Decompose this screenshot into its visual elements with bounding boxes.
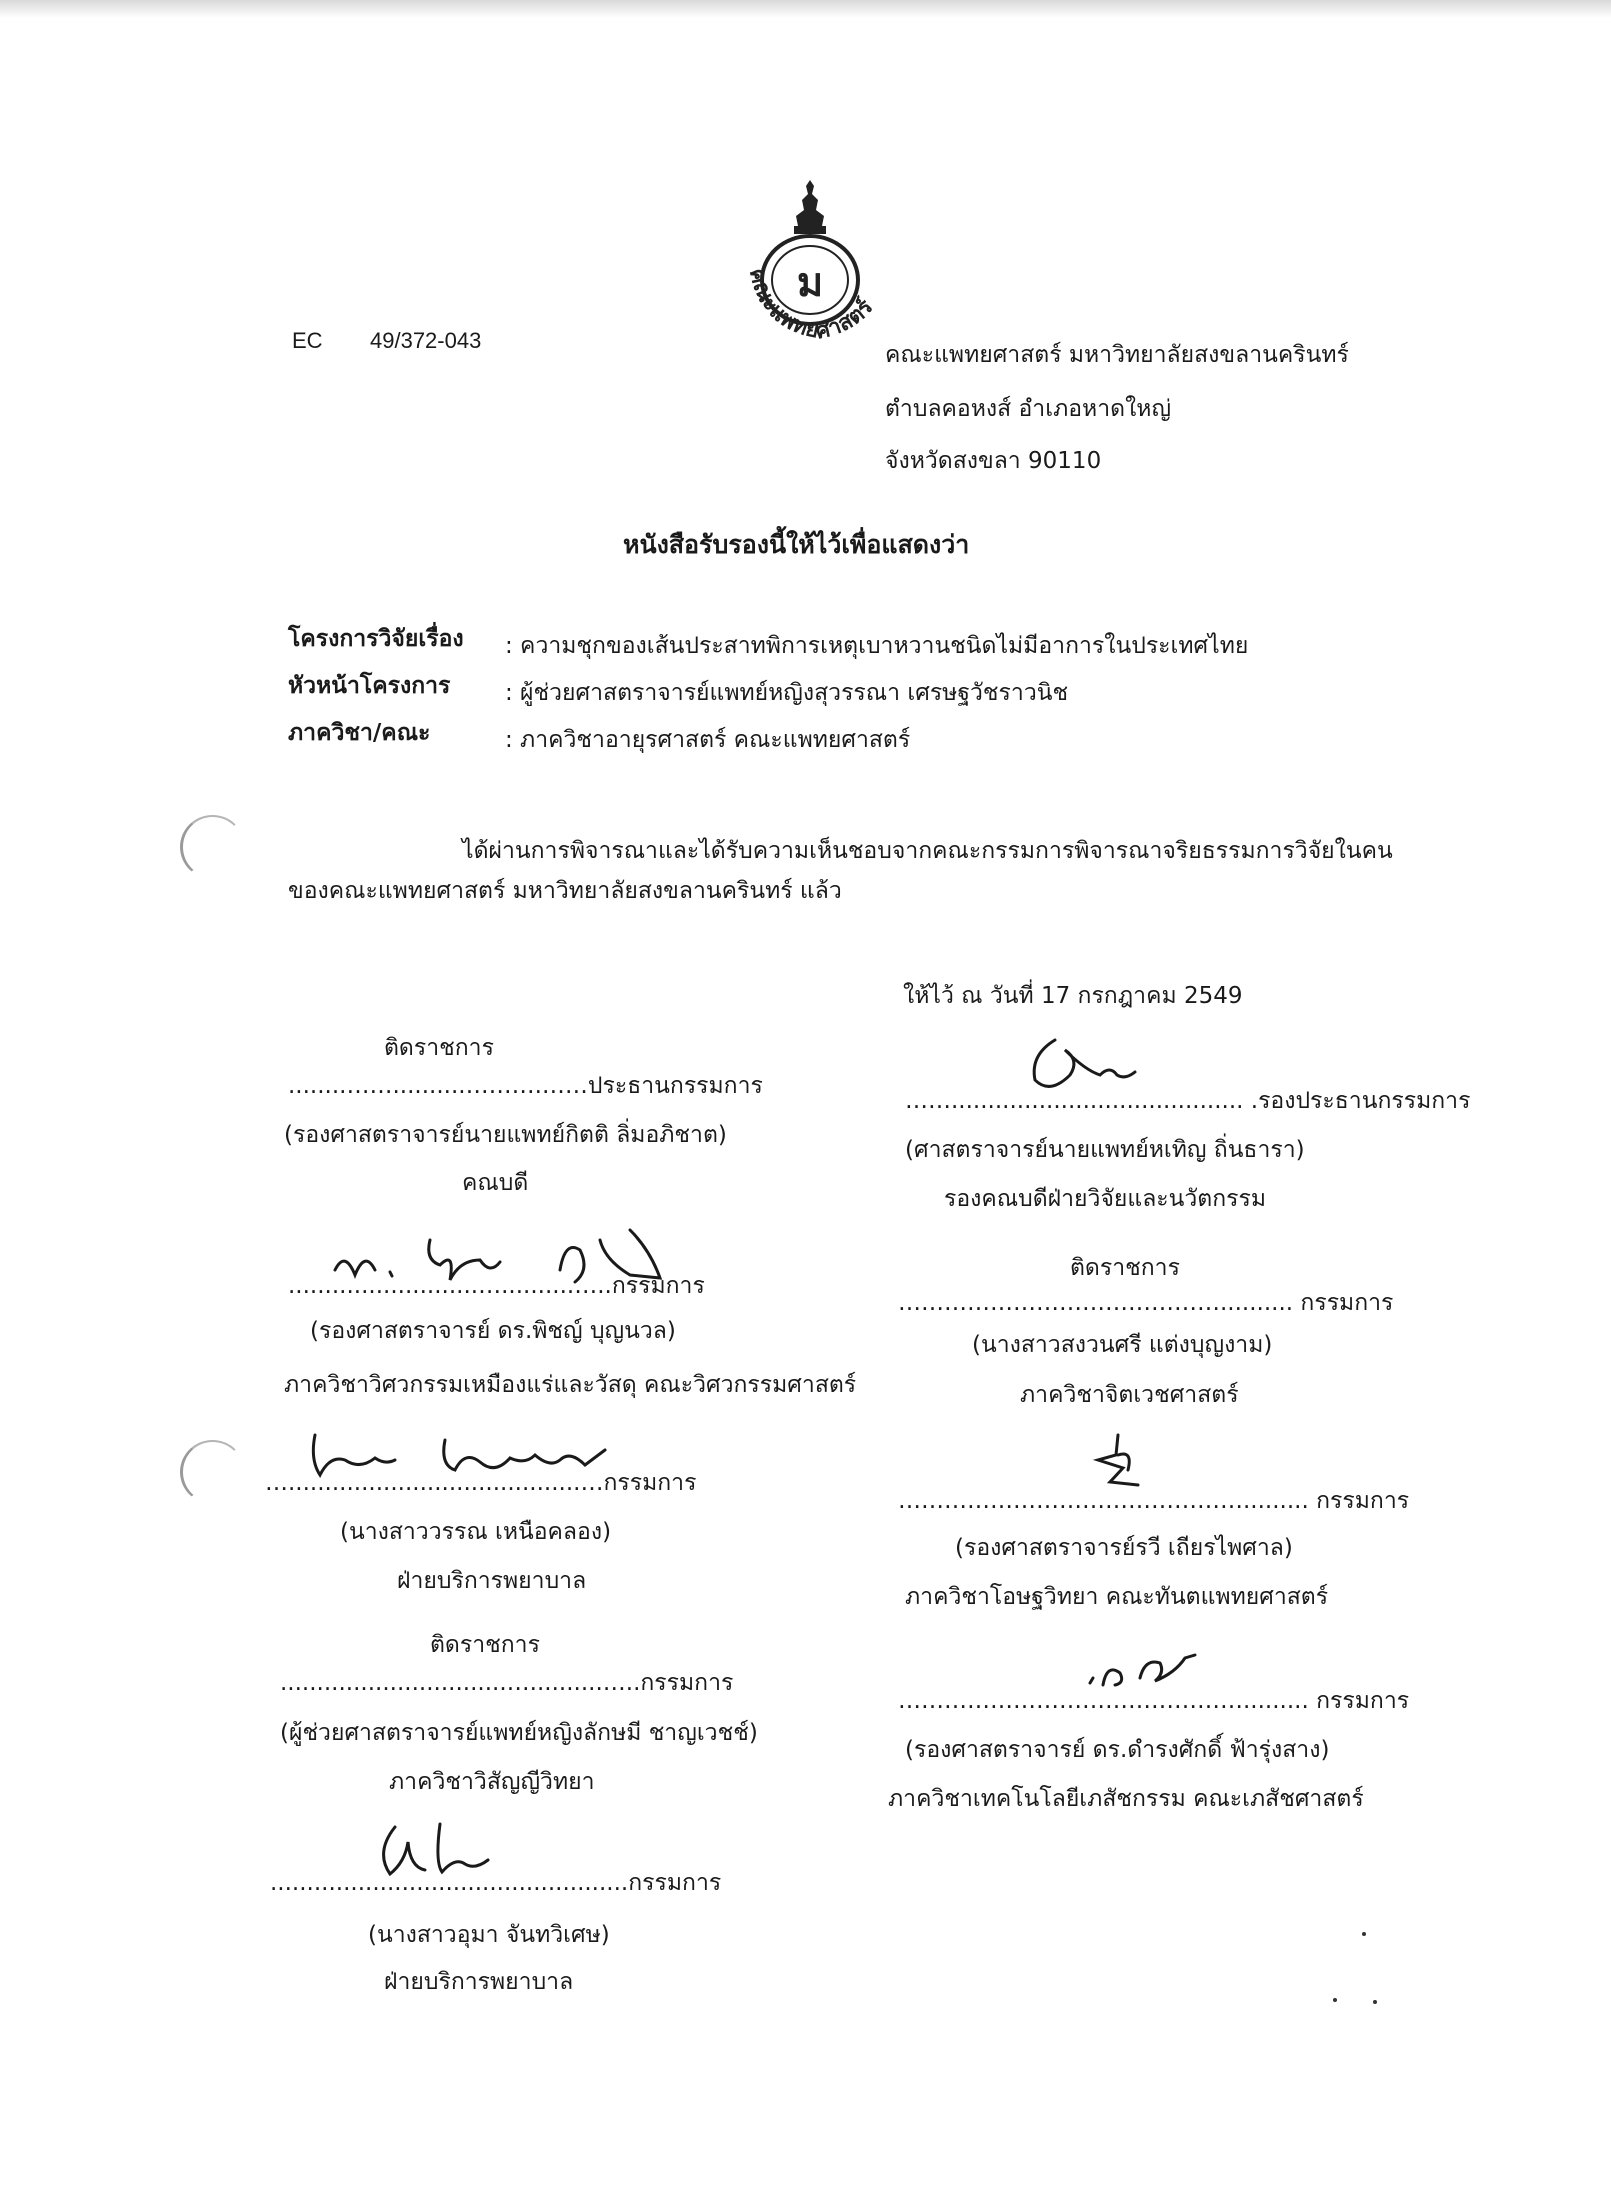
- scan-speck: [1333, 1998, 1337, 2002]
- right-sig-3-name: (รองศาสตราจารย์รวี เถียรไพศาล): [955, 1535, 1293, 1561]
- left-sig-2-name: (รองศาสตราจารย์ ดร.พิชญ์ บุญนวล): [310, 1318, 676, 1344]
- right-sig-4-position: ภาควิชาเทคโนโลยีเภสัชกรรม คณะเภสัชศาสตร์: [888, 1786, 1364, 1812]
- ref-label: EC: [292, 328, 323, 353]
- right-sig-1-position: รองคณบดีฝ่ายวิจัยและนวัตกรรม: [944, 1186, 1267, 1212]
- left-sig-4-note: ติดราชการ: [430, 1632, 540, 1658]
- left-sig-1-dots: ........……..........……….……ประธานกรรมการ: [288, 1073, 763, 1099]
- scan-edge-shadow: [0, 0, 1611, 18]
- field-label-department: ภาควิชา/คณะ: [288, 720, 431, 746]
- left-sig-4-position: ภาควิชาวิสัญญีวิทยา: [389, 1769, 595, 1795]
- left-sig-3-name: (นางสาววรรณ เหนือคลอง): [340, 1519, 612, 1545]
- right-sig-2-note: ติดราชการ: [1070, 1255, 1180, 1281]
- left-sig-5-dots: .................................................กรรมการ: [270, 1870, 722, 1896]
- right-sig-3-dots: ………………………………………......... กรรมการ: [898, 1488, 1410, 1514]
- left-sig-2-dots: ..........................…..........…..กรรมการ: [288, 1273, 705, 1299]
- right-sig-3-position: ภาควิชาโอษฐวิทยา คณะทันตแพทยศาสตร์: [905, 1584, 1329, 1610]
- left-sig-1-position: คณบดี: [462, 1170, 529, 1196]
- left-sig-2-position: ภาควิชาวิศวกรรมเหมืองแร่และวัสดุ คณะวิศวกรรมศาสตร์: [284, 1372, 857, 1398]
- issue-date: ให้ไว้ ณ วันที่ 17 กรกฎาคม 2549: [903, 983, 1243, 1009]
- seal-text: คณะแพทยศาสตร์: [743, 265, 879, 340]
- right-sig-4-name: (รองศาสตราจารย์ ดร.ดำรงศักดิ์ ฟ้ารุ่งสาง): [905, 1737, 1330, 1763]
- right-sig-1-name: (ศาสตราจารย์นายแพทย์หเทิญ ถิ่นธารา): [905, 1137, 1305, 1163]
- field-label-leader: หัวหน้าโครงการ: [288, 673, 451, 699]
- body-line-1: ได้ผ่านการพิจารณาและได้รับความเห็นชอบจากคณะกรรมการพิจารณาจริยธรรมการวิจัยในคน: [462, 838, 1393, 864]
- left-sig-4-name: (ผู้ช่วยศาสตราจารย์แพทย์หญิงลักษมี ชาญเวชช์): [280, 1720, 758, 1746]
- faculty-seal: [720, 180, 900, 340]
- signature-image: [1088, 1430, 1148, 1490]
- scan-speck: [1362, 1932, 1366, 1936]
- punch-hole-bottom: [180, 1440, 245, 1504]
- svg-text:ม: ม: [796, 259, 824, 306]
- right-sig-1-dots: ……........................................ .รองประธานกรรมการ: [905, 1088, 1471, 1114]
- address-line-2: ตำบลคอหงส์ อำเภอหาดใหญ่: [885, 396, 1172, 422]
- address-line-1: คณะแพทยศาสตร์ มหาวิทยาลัยสงขลานครินทร์: [885, 342, 1349, 368]
- signature-image: [1085, 1643, 1215, 1693]
- right-sig-4-dots: ………………………………………......... กรรมการ: [898, 1688, 1410, 1714]
- left-sig-5-position: ฝ่ายบริการพยาบาล: [384, 1969, 574, 1995]
- punch-hole-top: [180, 815, 245, 879]
- ref-number: 49/372-043: [370, 328, 482, 353]
- field-value-department: : ภาควิชาอายุรศาสตร์ คณะแพทยศาสตร์: [505, 727, 911, 753]
- right-sig-2-dots: …………………………………….......... กรรมการ: [898, 1290, 1394, 1316]
- field-label-project: โครงการวิจัยเรื่อง: [288, 626, 464, 652]
- left-sig-3-dots: …........................................…กรรมการ: [265, 1470, 697, 1496]
- left-sig-4-dots: ...............................…..........…..กรรมการ: [280, 1670, 734, 1696]
- page-title: หนังสือรับรองนี้ให้ไว้เพื่อแสดงว่า: [623, 530, 970, 559]
- left-sig-1-note: ติดราชการ: [384, 1035, 494, 1061]
- left-sig-3-position: ฝ่ายบริการพยาบาล: [397, 1568, 587, 1594]
- scan-speck: [1373, 2000, 1377, 2004]
- address-line-3: จังหวัดสงขลา 90110: [885, 448, 1102, 474]
- field-value-project: : ความชุกของเส้นประสาทพิการเหตุเบาหวานชนิดไม่มีอาการในประเทศไทย: [505, 633, 1249, 659]
- left-sig-5-name: (นางสาวอุมา จันทวิเศษ): [368, 1922, 610, 1948]
- body-line-2: ของคณะแพทยศาสตร์ มหาวิทยาลัยสงขลานครินทร์ แล้ว: [288, 878, 842, 904]
- right-sig-2-position: ภาควิชาจิตเวชศาสตร์: [1020, 1382, 1239, 1408]
- right-sig-2-name: (นางสาวสงวนศรี แต่งบุญงาม): [972, 1332, 1273, 1358]
- left-sig-1-name: (รองศาสตราจารย์นายแพทย์กิตติ ลิ่มอภิชาต): [284, 1122, 727, 1148]
- field-value-leader: : ผู้ช่วยศาสตราจารย์แพทย์หญิงสุวรรณา เศรษฐวัชราวนิช: [505, 680, 1069, 706]
